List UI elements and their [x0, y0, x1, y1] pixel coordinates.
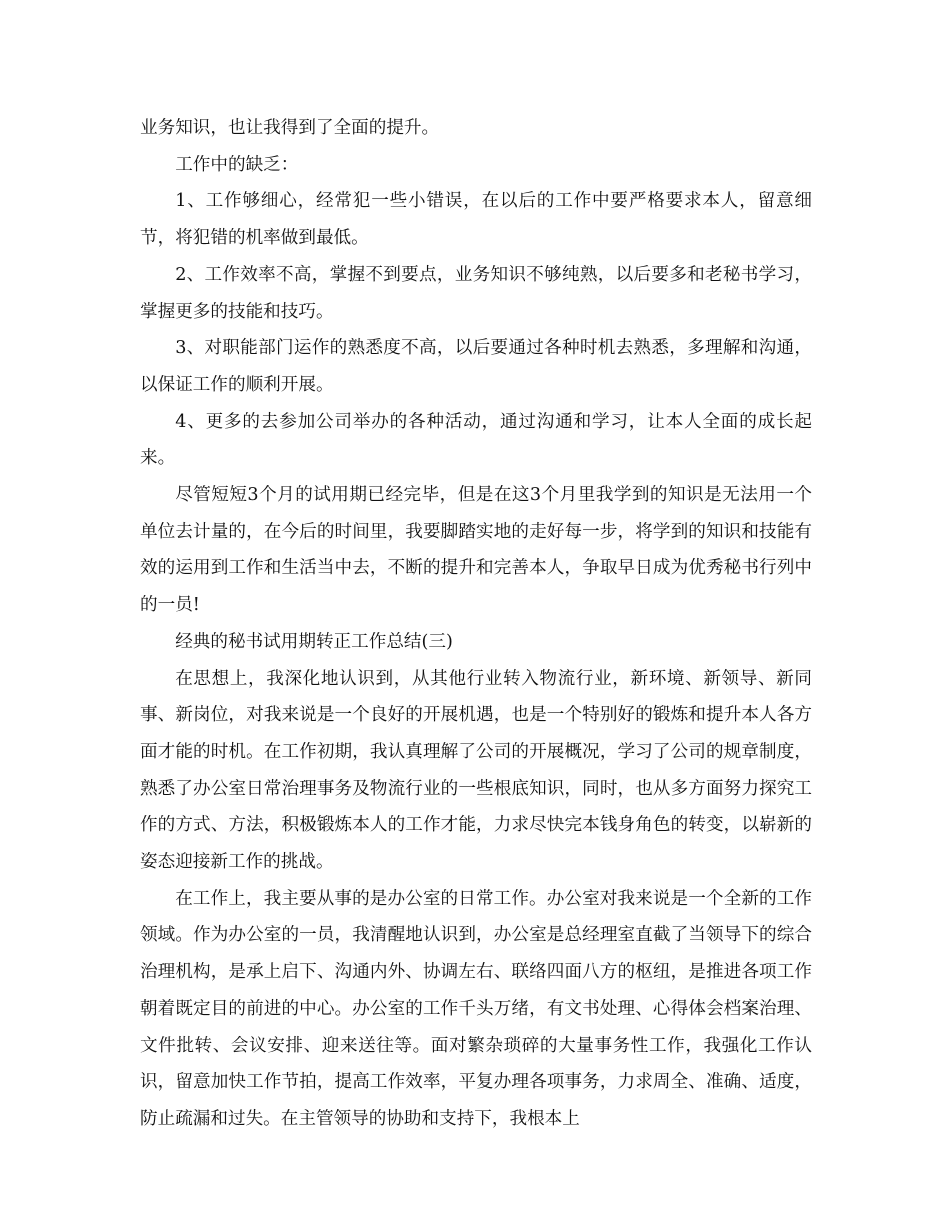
list-item-4: 4、更多的去参加公司举办的各种活动，通过沟通和学习，让本人全面的成长起来。 [140, 411, 812, 469]
paragraph-conclusion: 尽管短短3个月的试用期已经完毕，但是在这3个月里我学到的知识是无法用一个单位去计量的，在今后的时间里，我要脚踏实地的走好每一步，将学到的知识和技能有效的运用到工作和生活当中去，不断的提升和完善本人，争取早日成为优秀秘书行列中的一员! [140, 485, 812, 616]
list-item-1: 1、工作够细心，经常犯一些小错误，在以后的工作中要严格要求本人，留意细节，将犯错的机率做到最低。 [140, 191, 812, 249]
list-item-3: 3、对职能部门运作的熟悉度不高，以后要通过各种时机去熟悉，多理解和沟通，以保证工作的顺利开展。 [140, 338, 812, 395]
section-heading-part-three: 经典的秘书试用期转正工作总结(三) [175, 631, 453, 652]
document-body [140, 110, 812, 1138]
list-item-2: 2、工作效率不高，掌握不到要点，业务知识不够纯熟，以后要多和老秘书学习，掌握更多的技能和技巧。 [140, 264, 812, 322]
paragraph-continuation: 业务知识，也让我得到了全面的提升。 [140, 118, 440, 138]
section-heading-shortcomings: 工作中的缺乏： [175, 154, 299, 175]
paragraph-work: 在工作上，我主要从事的是办公室的日常工作。办公室对我来说是一个全新的工作领域。作为办公室的一员，我清醒地认识到，办公室是总经理室直截了当领导下的综合治理机构，是承上启下、沟通内外、协调左右、联络四面八方的枢纽，是推进各项工作朝着既定目的前进的中心。办公室的工作千头万绪，有文书处理、心得体会档案治理、文件批转、会议安排、迎来送往等。面对繁杂琐碎的大量事务性工作，我强化工作认识，留意加快工作节拍，提高工作效率，平复办理各项事务，力求周全、准确、适度，防止疏漏和过失。在主管领导的协助和支持下，我根本上 [140, 888, 812, 1129]
paragraph-thoughts: 在思想上，我深化地认识到，从其他行业转入物流行业，新环境、新领导、新同事、新岗位，对我来说是一个良好的开展机遇，也是一个特别好的锻炼和提升本人各方面才能的时机。在工作初期，我认真理解了公司的开展概况，学习了公司的规章制度，熟悉了办公室日常治理事务及物流行业的一些根底知识，同时，也从多方面努力探究工作的方式、方法，积极锻炼本人的工作才能，力求尽快完本钱身角色的转变，以崭新的姿态迎接新工作的挑战。 [140, 668, 812, 873]
